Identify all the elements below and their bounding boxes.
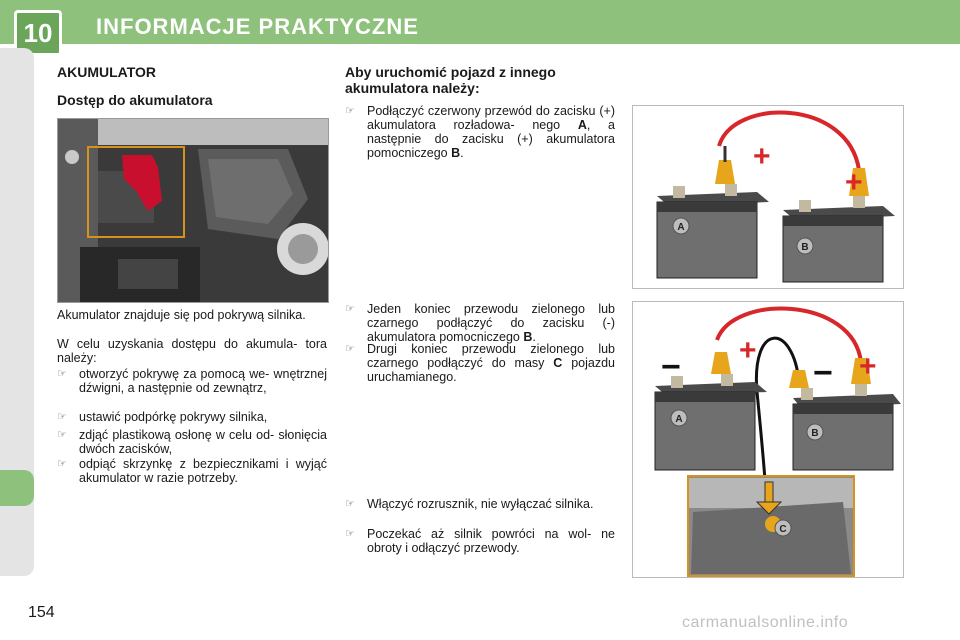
list-item bbox=[57, 410, 327, 424]
plus-sign-b: + bbox=[859, 350, 877, 383]
list-item bbox=[57, 428, 327, 456]
jump-start-heading: Aby uruchomić pojazd z innego akumulatora należy: bbox=[345, 64, 556, 96]
engine-bay-photo bbox=[57, 118, 329, 303]
minus-sign-b: − bbox=[813, 354, 833, 392]
section-heading: AKUMULATOR bbox=[57, 64, 157, 80]
watermark: carmanualsonline.info bbox=[682, 614, 849, 631]
list-item bbox=[345, 302, 615, 344]
list-item bbox=[57, 367, 327, 395]
bullet-hand-icon: ☞ bbox=[345, 303, 355, 315]
battery-diagram-1 bbox=[633, 106, 903, 288]
list-item-text: Włączyć rozrusznik, nie wyłączać silnika. bbox=[367, 497, 594, 511]
plus-sign-a: + bbox=[753, 140, 771, 173]
list-item-text: Jeden koniec przewodu zielonego lub czarnego podłączyć do zacisku (-) akumulatora pomocniczego B. bbox=[367, 302, 615, 344]
list-item bbox=[345, 104, 615, 160]
bullet-hand-icon: ☞ bbox=[57, 368, 67, 380]
figure-black-cable bbox=[632, 301, 904, 578]
list-item bbox=[57, 457, 327, 485]
bullet-hand-icon: ☞ bbox=[345, 498, 355, 510]
battery-diagram-2 bbox=[633, 302, 903, 577]
list-item-text: otworzyć pokrywę za pomocą we- wnętrznej dźwigni, a następnie od zewnątrz, bbox=[79, 367, 327, 395]
engine-bay-illustration bbox=[58, 119, 328, 302]
minus-sign-a: − bbox=[661, 348, 681, 386]
label-a: A bbox=[675, 414, 683, 425]
bullet-hand-icon: ☞ bbox=[345, 528, 355, 540]
list-item bbox=[345, 342, 615, 384]
list-item-text: ustawić podpórkę pokrywy silnika, bbox=[79, 410, 268, 424]
list-item-text: odpiąć skrzynkę z bezpiecznikami i wyjąć akumulator w razie potrzeby. bbox=[79, 457, 327, 485]
list-item-text: zdjąć plastikową osłonę w celu od- słonięcia dwóch zacisków, bbox=[79, 428, 327, 456]
label-a: A bbox=[677, 222, 685, 233]
bullet-hand-icon: ☞ bbox=[57, 458, 67, 470]
bullet-hand-icon: ☞ bbox=[57, 429, 67, 441]
bullet-hand-icon: ☞ bbox=[345, 105, 355, 117]
page-title: INFORMACJE PRAKTYCZNE bbox=[96, 14, 419, 39]
list-item-text: Poczekać aż silnik powróci na wol- ne obroty i odłączyć przewody. bbox=[367, 527, 615, 555]
bullet-hand-icon: ☞ bbox=[57, 411, 67, 423]
list-item-text: Podłączyć czerwony przewód do zacisku (+) akumulatora rozładowa- nego A, a następnie do zacisku (+) akumulatora pomocniczego B. bbox=[367, 104, 615, 160]
chapter-badge: 10 bbox=[14, 10, 62, 56]
plus-sign-a: + bbox=[739, 334, 757, 367]
plus-sign-b: + bbox=[845, 166, 863, 199]
bullet-hand-icon: ☞ bbox=[345, 343, 355, 355]
figure-red-cable bbox=[632, 105, 904, 289]
label-b: B bbox=[801, 242, 809, 253]
paragraph-access: W celu uzyskania dostępu do akumula- tora należy: bbox=[57, 337, 327, 365]
list-item-text: Drugi koniec przewodu zielonego lub czarnego podłączyć do masy C pojazdu uruchamianego. bbox=[367, 342, 615, 384]
list-item bbox=[345, 497, 615, 511]
side-tab-active[interactable] bbox=[0, 470, 34, 506]
list-item bbox=[345, 527, 615, 555]
page-number: 154 bbox=[28, 604, 55, 621]
section-subheading: Dostęp do akumulatora bbox=[57, 92, 213, 108]
label-c: C bbox=[779, 524, 787, 535]
paragraph-location: Akumulator znajduje się pod pokrywą silnika. bbox=[57, 308, 306, 322]
label-b: B bbox=[811, 428, 819, 439]
